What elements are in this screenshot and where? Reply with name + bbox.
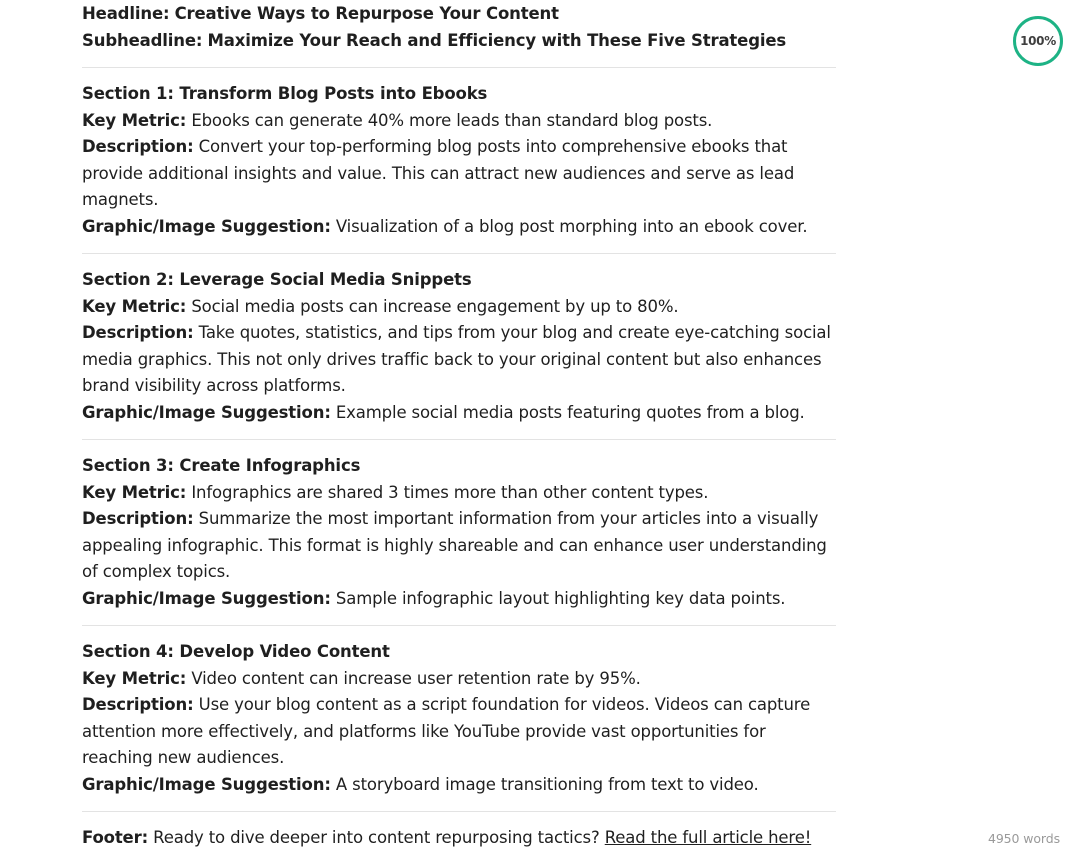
section-title: Section 1: Transform Blog Posts into Ebooks — [82, 84, 488, 103]
graphic-label: Graphic/Image Suggestion: — [82, 402, 331, 422]
divider — [82, 811, 836, 812]
graphic-line — [82, 400, 836, 427]
heading-block — [82, 1, 836, 67]
footer-label: Footer: — [82, 828, 149, 847]
divider — [82, 625, 836, 626]
subheadline-label: Subheadline: — [82, 30, 203, 50]
subheadline-text: Maximize Your Reach and Efficiency with These Five Strategies — [207, 30, 787, 50]
description-text: Convert your top-performing blog posts into comprehensive ebooks that provide additional insights and value. This can attract new audiences and serve as lead magnets. — [82, 137, 795, 209]
key-metric-text: Infographics are shared 3 times more than other content types. — [191, 482, 709, 502]
progress-label: 100% — [1020, 34, 1056, 48]
description-label: Description: — [82, 137, 194, 156]
key-metric-label: Key Metric: — [82, 296, 187, 316]
description-line — [82, 134, 836, 214]
key-metric-line — [82, 666, 836, 693]
key-metric-line — [82, 480, 836, 507]
graphic-text: Sample infographic layout highlighting key data points. — [335, 588, 786, 608]
description-line — [82, 320, 836, 400]
key-metric-label: Key Metric: — [82, 668, 187, 688]
subheadline-line — [82, 28, 836, 55]
word-count: 4950 words — [987, 831, 1060, 846]
key-metric-text: Video content can increase user retention rate by 95%. — [191, 668, 641, 688]
graphic-line — [82, 586, 836, 613]
section-title: Section 4: Develop Video Content — [82, 642, 390, 661]
graphic-text: Visualization of a blog post morphing into an ebook cover. — [335, 216, 808, 236]
description-text: Take quotes, statistics, and tips from your blog and create eye-catching social media graphics. This not only drives traffic back to your original content but also enhances brand visibility across platforms. — [82, 323, 831, 395]
footer-text: Ready to dive deeper into content repurposing tactics? — [153, 828, 600, 847]
section-title: Section 3: Create Infographics — [82, 456, 361, 475]
divider — [82, 253, 836, 254]
section-1 — [82, 81, 836, 253]
graphic-text: Example social media posts featuring quotes from a blog. — [335, 402, 805, 422]
read-full-article-link[interactable]: Read the full article here! — [604, 828, 812, 847]
key-metric-label: Key Metric: — [82, 482, 187, 502]
description-text: Use your blog content as a script foundation for videos. Videos can capture attention more effectively, and platforms like YouTube provide vast opportunities for reaching new audiences. — [82, 695, 811, 767]
description-label: Description: — [82, 695, 194, 714]
graphic-label: Graphic/Image Suggestion: — [82, 774, 331, 794]
divider — [82, 439, 836, 440]
key-metric-line — [82, 108, 836, 135]
description-label: Description: — [82, 323, 194, 342]
graphic-line — [82, 214, 836, 241]
progress-indicator — [1012, 15, 1064, 67]
description-line — [82, 692, 836, 772]
divider — [82, 67, 836, 68]
description-label: Description: — [82, 509, 194, 528]
footer-line — [82, 825, 836, 852]
section-2 — [82, 267, 836, 439]
key-metric-text: Social media posts can increase engagement by up to 80%. — [191, 296, 679, 316]
graphic-line — [82, 772, 836, 799]
key-metric-line — [82, 294, 836, 321]
section-4 — [82, 639, 836, 811]
graphic-label: Graphic/Image Suggestion: — [82, 216, 331, 236]
description-line — [82, 506, 836, 586]
headline-line — [82, 1, 836, 28]
description-text: Summarize the most important information from your articles into a visually appealing infographic. This format is highly shareable and can enhance user understanding of complex topics. — [82, 509, 827, 581]
section-3 — [82, 453, 836, 625]
graphic-label: Graphic/Image Suggestion: — [82, 588, 331, 608]
headline-text: Creative Ways to Repurpose Your Content — [174, 4, 559, 23]
document-body — [82, 1, 836, 852]
key-metric-label: Key Metric: — [82, 110, 187, 130]
graphic-text: A storyboard image transitioning from text to video. — [335, 774, 759, 794]
headline-label: Headline: — [82, 4, 170, 23]
section-title: Section 2: Leverage Social Media Snippets — [82, 270, 472, 289]
key-metric-text: Ebooks can generate 40% more leads than standard blog posts. — [191, 110, 713, 130]
